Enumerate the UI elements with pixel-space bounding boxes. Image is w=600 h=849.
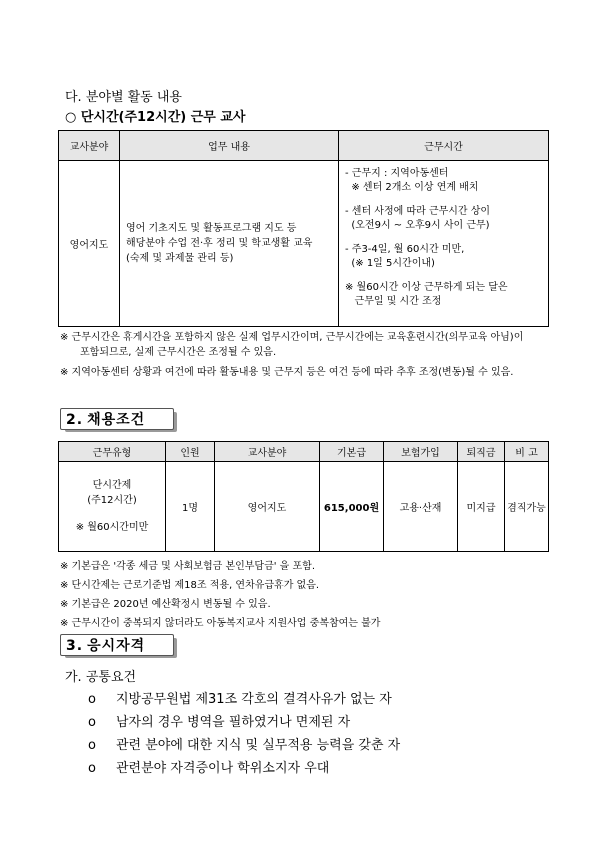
note-line: ※ 단시간제는 근로기준법 제18조 적용, 연차유급휴가 없음. (60, 580, 320, 591)
note-line: ※ 근무시간은 휴게시간을 포함하지 않은 실제 업무시간이며, 근무시간에는 교육훈련시간(의무교육 아님)이 (60, 332, 524, 343)
cell-type (59, 462, 166, 552)
header-hours: 근무시간 (339, 131, 549, 161)
header-field: 교사분야 (215, 442, 320, 462)
header-field: 교사분야 (59, 131, 120, 161)
cell-salary: 615,000원 (320, 462, 384, 552)
hire-table (58, 441, 549, 552)
requirement-text: 관련 분야에 대한 지식 및 실무적용 능력을 갖춘 자 (116, 738, 401, 753)
type-line: 단시간제 (92, 480, 132, 491)
bullet-icon: o (88, 692, 96, 707)
requirement-text: 지방공무원법 제31조 각호의 결격사유가 없는 자 (116, 692, 392, 707)
header-salary: 기본급 (320, 442, 384, 462)
requirement-item (88, 688, 392, 707)
header-text (66, 635, 145, 655)
bullet-icon: o (88, 715, 96, 730)
section-number: 2. (66, 412, 84, 428)
cell-field: 영어지도 (59, 161, 120, 327)
section-subheading: ○ 단시간(주12시간) 근무 교사 (65, 110, 246, 125)
header-remark: 비 고 (505, 442, 549, 462)
header-duties: 업무 내용 (120, 131, 339, 161)
section-title: 채용조건 (87, 412, 146, 428)
hours-line: - 근무지 : 지역아동센터 (345, 168, 449, 179)
requirement-text: 남자의 경우 병역을 필하였거나 면제된 자 (116, 715, 351, 730)
type-line: ※ 월60시간미만 (75, 522, 149, 533)
requirement-item (88, 757, 329, 776)
note-line: ※ 근무시간이 중복되지 않더라도 아동복지교사 지원사업 중복참여는 불가 (60, 618, 381, 629)
note-line: ※ 기본급은 2020년 예산확정시 변동될 수 있음. (60, 599, 271, 610)
hours-line: 근무일 및 시간 조정 (345, 296, 442, 307)
header-insurance: 보험가입 (384, 442, 458, 462)
cell-insurance: 고용·산재 (384, 462, 458, 552)
hours-line: (※ 1일 5시간이내) (345, 258, 435, 269)
duty-table (58, 130, 549, 327)
duty-line: 해당분야 수업 전·후 정리 및 학교생활 교육 (126, 238, 313, 249)
hours-line: - 센터 사정에 따라 근무시간 상이 (345, 206, 491, 217)
cell-field: 영어지도 (215, 462, 320, 552)
note-line: ※ 기본급은 '각종 세금 및 사회보험금 본인부담금' 을 포함. (60, 561, 316, 572)
header-type: 근무유형 (59, 442, 166, 462)
section-title: 응시자격 (87, 638, 146, 654)
cell-hours (339, 161, 549, 327)
header-count: 인원 (166, 442, 215, 462)
cell-remark: 겸직가능 (505, 462, 549, 552)
header-severance: 퇴직금 (458, 442, 505, 462)
subsection-heading: 가. 공통요건 (65, 670, 137, 685)
note-line: 포함되므로, 실제 근무시간은 조정될 수 있음. (80, 347, 277, 358)
cell-duties (120, 161, 339, 327)
cell-severance: 미지급 (458, 462, 505, 552)
hours-line: ※ 월60시간 이상 근무하게 되는 달은 (345, 282, 508, 293)
type-line: (주12시간) (87, 495, 137, 506)
hours-line: - 주3-4일, 월 60시간 미만, (345, 244, 465, 255)
cell-count: 1명 (166, 462, 215, 552)
header-text (66, 409, 145, 429)
requirement-item (88, 734, 400, 753)
section-3-header (60, 634, 178, 658)
requirement-item (88, 711, 350, 730)
note-line: ※ 지역아동센터 상황과 여건에 따라 활동내용 및 근무지 등은 여건 등에 따라 추후 조정(변동)될 수 있음. (60, 367, 514, 378)
section-heading: 다. 분야별 활동 내용 (65, 90, 182, 105)
hours-line: (오전9시 ~ 오후9시 사이 근무) (345, 220, 490, 231)
notes-2 (60, 557, 570, 633)
duty-line: (숙제 및 과제물 관리 등) (126, 253, 234, 264)
requirement-text: 관련분야 자격증이나 학위소지자 우대 (116, 761, 330, 776)
section-2-header (60, 408, 178, 432)
bullet-icon: o (88, 738, 96, 753)
hours-line: ※ 센터 2개소 이상 연계 배치 (345, 182, 479, 193)
bullet-icon: o (88, 761, 96, 776)
duty-line: 영어 기초지도 및 활동프로그램 지도 등 (126, 223, 297, 234)
section-number: 3. (66, 638, 84, 654)
notes-1 (60, 330, 570, 380)
